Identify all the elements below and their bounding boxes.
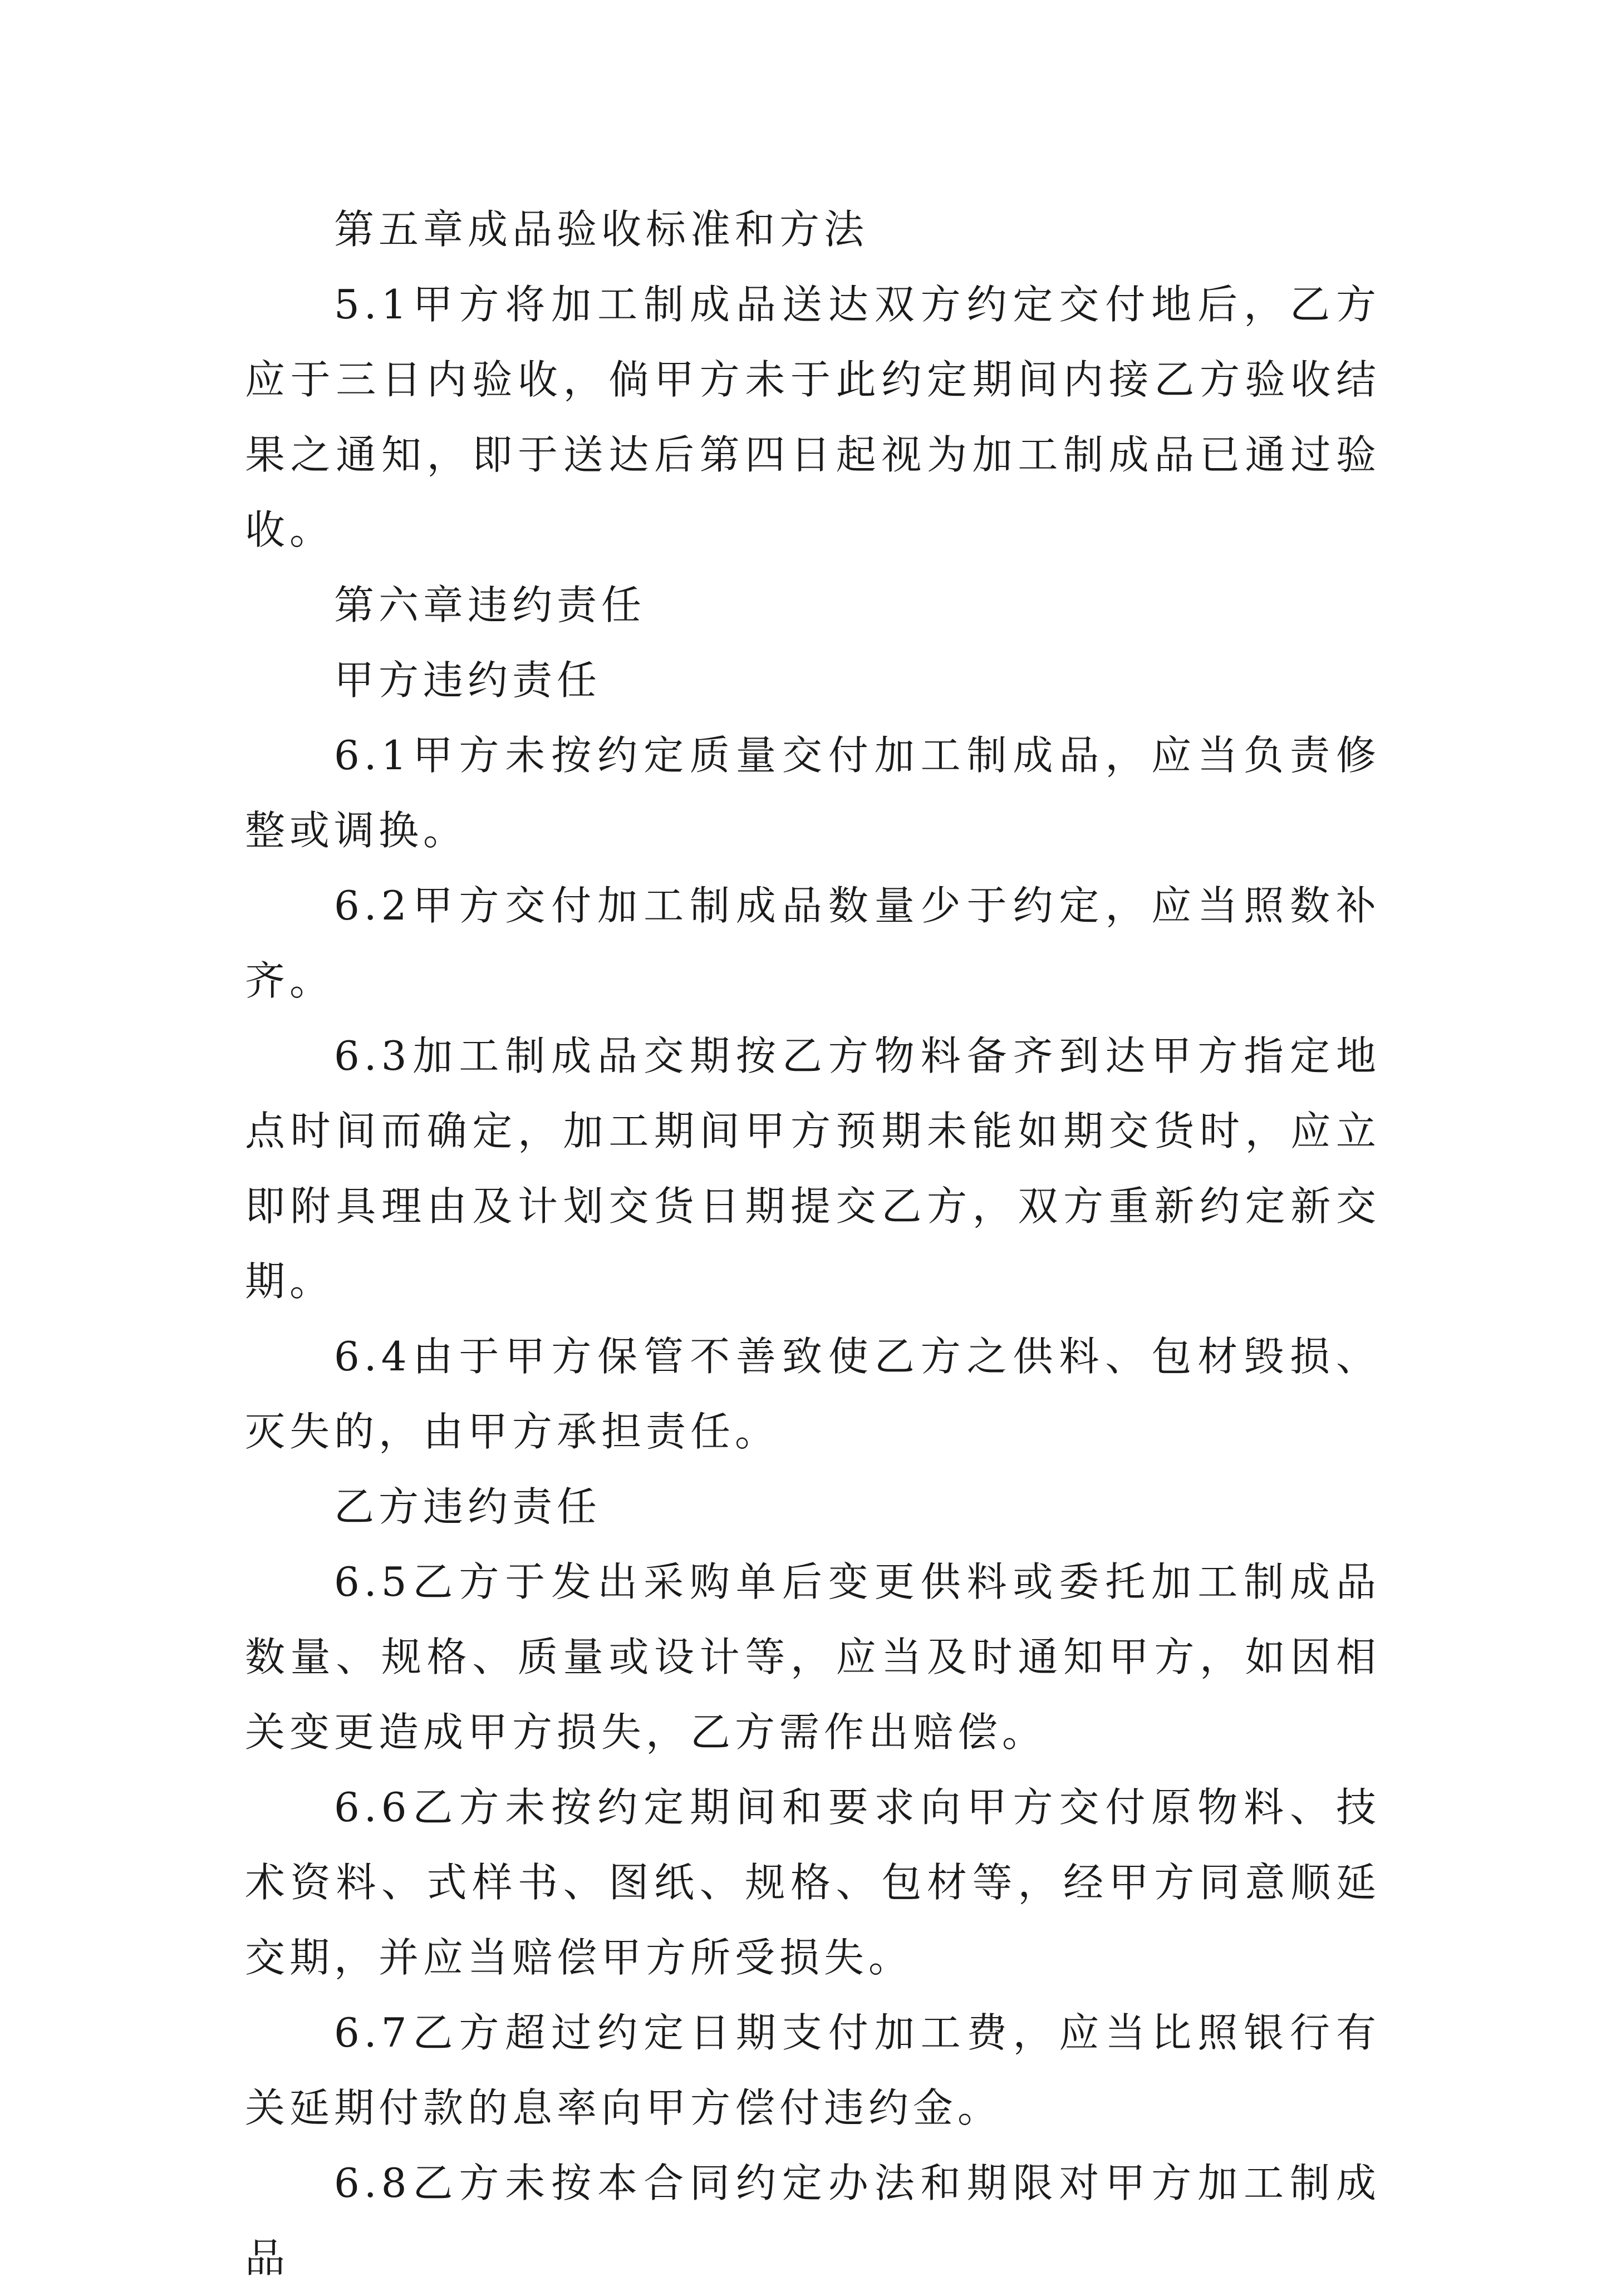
clause-paragraph: 6.7乙方超过约定日期支付加工费，应当比照银行有关延期付款的息率向甲方偿付违约金。	[245, 2009, 1381, 2131]
clause-paragraph: 6.5乙方于发出采购单后变更供料或委托加工制成品数量、规格、质量或设计等，应当及时通知甲方，如因相关变更造成甲方损失，乙方需作出赔偿。	[245, 1558, 1381, 1756]
document-body	[245, 192, 1381, 2296]
section-heading: 甲方违约责任	[334, 657, 602, 704]
clause-paragraph: 6.6乙方未按约定期间和要求向甲方交付原物料、技术资料、式样书、图纸、规格、包材等，经甲方同意顺延交期，并应当赔偿甲方所受损失。	[245, 1784, 1381, 1981]
clause-paragraph: 6.3加工制成品交期按乙方物料备齐到达甲方指定地点时间而确定，加工期间甲方预期未能如期交货时，应立即附具理由及计划交货日期提交乙方，双方重新约定新交期。	[245, 1033, 1381, 1305]
clause-paragraph: 6.4由于甲方保管不善致使乙方之供料、包材毁损、灭失的，由甲方承担责任。	[245, 1333, 1381, 1455]
clause-paragraph: 6.8乙方未按本合同约定办法和期限对甲方加工制成品	[245, 2160, 1381, 2282]
chapter-heading: 第五章成品验收标准和方法	[334, 206, 869, 253]
clause-paragraph: 5.1甲方将加工制成品送达双方约定交付地后，乙方应于三日内验收，倘甲方未于此约定期间内接乙方验收结果之通知，即于送达后第四日起视为加工制成品已通过验收。	[245, 281, 1381, 553]
clause-paragraph: 6.1甲方未按约定质量交付加工制成品，应当负责修整或调换。	[245, 732, 1381, 854]
chapter-heading: 第六章违约责任	[334, 582, 646, 628]
clause-paragraph: 6.2甲方交付加工制成品数量少于约定，应当照数补齐。	[245, 882, 1381, 1004]
section-heading: 乙方违约责任	[334, 1483, 602, 1530]
